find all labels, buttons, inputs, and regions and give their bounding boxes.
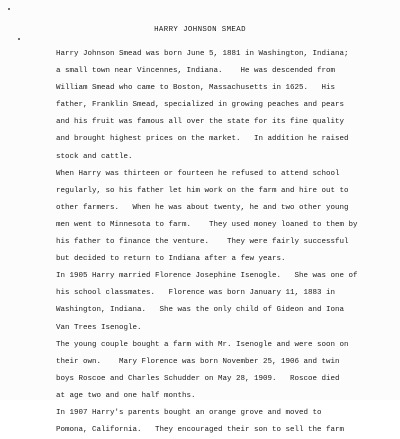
text-line: men went to Minnesota to farm. They used money loaned to them by [56,220,358,229]
text-line: at age two and one half months. [56,391,196,400]
text-line: stock and cattle. [56,152,133,161]
text-line: his father to finance the venture. They were fairly successful [56,238,349,247]
text-line: other farmers. When he was about twenty, he and two other young [56,203,349,212]
text-line: Harry Johnson Smead was born June 5, 1881 in Washington, Indiana; [56,50,349,58]
text-line: Van Trees Isenogle. [56,323,142,332]
text-line: Pomona, California. They encouraged their son to sell the farm [56,426,345,435]
text-line: father, Franklin Smead, specialized in growing peaches and pears [56,101,345,110]
text-line: When Harry was thirteen or fourteen he refused to attend school [56,169,340,178]
text-line: William Smead who came to Boston, Massachusetts in 1625. His [56,84,336,93]
text-line: and his fruit was famous all over the state for its fine quality [56,118,345,127]
scan-speck [8,8,10,10]
text-line: boys Roscoe and Charles Schudder on May 28, 1909. Roscoe died [56,374,340,383]
text-line: Washington, Indiana. She was the only child of Gideon and Iona [56,306,345,315]
text-line: a small town near Vincennes, Indiana. He was descended from [56,67,336,76]
text-line: In 1907 Harry's parents bought an orange grove and moved to [56,408,322,417]
document-title: HARRY JOHNSON SMEAD [154,26,246,34]
text-line: and brought highest prices on the market. In addition he raised [56,135,349,144]
text-line: In 1905 Harry married Florence Josephine Isenogle. She was one of [56,272,358,281]
text-line: his school classmates. Florence was born January 11, 1883 in [56,289,336,298]
scan-speck [18,38,20,40]
text-line: their own. Mary Florence was born November 25, 1906 and twin [56,357,340,366]
document-body [56,46,396,439]
text-line: but decided to return to Indiana after a few years. [56,255,286,264]
text-line: regularly, so his father let him work on the farm and hire out to [56,186,349,195]
text-line: The young couple bought a farm with Mr. Isenogle and were soon on [56,340,349,349]
